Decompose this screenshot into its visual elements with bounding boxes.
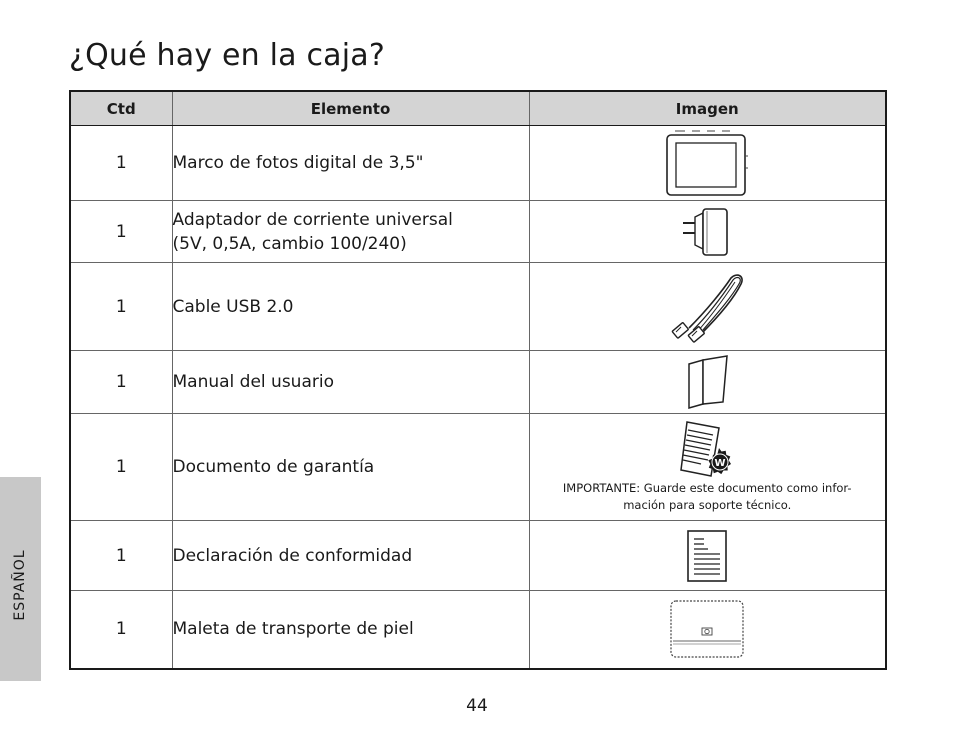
image-cell [529,591,886,669]
table-row [70,591,886,669]
image-cell [529,201,886,263]
qty-cell: 1 [70,591,172,669]
image-cell [529,414,886,521]
image-cell [529,521,886,591]
table-header-row [70,91,886,126]
header-image: Imagen [529,91,886,126]
item-line-2: (5V, 0,5A, cambio 100/240) [172,233,407,254]
warranty-note-line-2: mación para soporte técnico. [623,498,792,512]
qty-cell: 1 [70,126,172,201]
photo-frame-icon [665,128,749,198]
power-adapter-icon [677,205,737,259]
usb-cable-icon [667,270,747,344]
table-row [70,126,886,201]
table-row [70,351,886,414]
qty-cell: 1 [70,521,172,591]
header-item: Elemento [172,91,529,126]
item-cell: Manual del usuario [172,351,529,414]
item-cell: Cable USB 2.0 [172,263,529,351]
warranty-document-icon [679,418,735,480]
page-title: ¿Qué hay en la caja? [69,38,386,73]
header-qty: Ctd [70,91,172,126]
warranty-seal-letter: W [714,458,726,469]
item-cell: Marco de fotos digital de 3,5" [172,126,529,201]
box-contents-table [69,90,887,670]
image-cell [529,263,886,351]
table-row [70,521,886,591]
item-cell: Documento de garantía [172,414,529,521]
qty-cell: 1 [70,201,172,263]
warranty-note-line-1: IMPORTANTE: Guarde este documento como infor- [562,481,852,495]
page-number: 44 [466,696,488,716]
qty-cell: 1 [70,351,172,414]
image-cell [529,126,886,201]
item-line-1: Adaptador de corriente universal [172,209,453,230]
table-row [70,414,886,521]
warranty-note [530,480,886,516]
table-row [70,201,886,263]
qty-cell: 1 [70,263,172,351]
table-row [70,263,886,351]
manual-icon [683,354,731,410]
qty-cell: 1 [70,414,172,521]
language-side-tab-label: ESPAÑOL [12,549,28,621]
conformity-document-icon [686,529,728,583]
item-cell: Declaración de conformidad [172,521,529,591]
image-cell [529,351,886,414]
item-cell: Maleta de transporte de piel [172,591,529,669]
item-cell [172,201,529,263]
leather-case-icon [667,597,747,661]
